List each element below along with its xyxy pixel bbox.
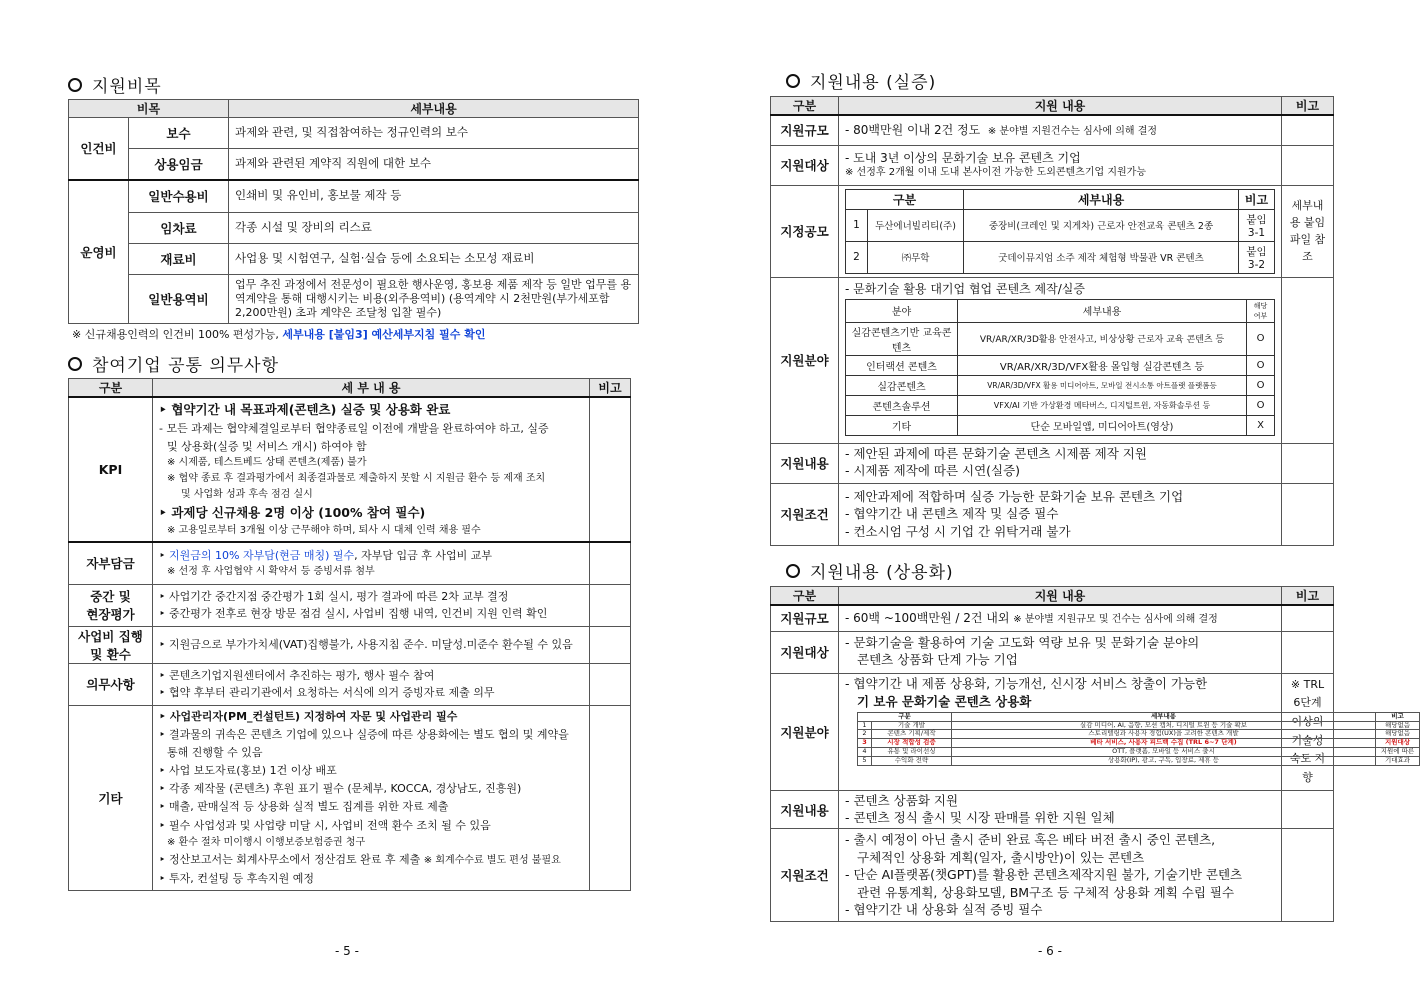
text-right-s1_field_rows-0-ok: O: [1247, 322, 1275, 355]
text-right-s2_mini_rows-1-desc: 스토리텔링과 사용자 경험(UX)을 고려한 콘텐츠 개발: [952, 730, 1376, 739]
text-right-s2_mini_rows-2-desc: 베타 서비스, 사용자 피드백 수집 (TRL 6~7 단계): [952, 739, 1376, 748]
text-right-s1_cond_label: 지원조건: [771, 483, 839, 545]
text-right-s2_mini_rows-0-type: 기술 개발: [872, 721, 952, 730]
text-right-s2_mini_rows-3-desc: OTT, 플랫폼, 모바일 등 서비스 출시: [952, 747, 1376, 756]
text-left-self-l2: ※ 선정 후 사업협약 시 확약서 등 증빙서류 첨부: [167, 566, 375, 578]
text-right-s1_field_rows-4-desc: 단순 모바일앱, 미디어아트(영상): [958, 415, 1247, 435]
text-right-s2_cond-1: 구체적인 상용화 계획(일자, 출시방안)이 있는 콘텐츠: [857, 849, 1145, 865]
text-left-duty_header-1: 세 부 내 용: [153, 379, 590, 398]
text-right-s1_contest_header-1: 세부내용: [964, 189, 1239, 209]
text-right-s2_mini_rows-3-type: 유통 및 라이선싱: [872, 747, 952, 756]
text-left-kpi-l3: 및 상용화(실증 및 서비스 개시) 하여야 함: [167, 439, 367, 453]
text-right-s2_mini_rows-4-type: 수익화 전략: [872, 756, 952, 765]
support-commercial-table: [770, 586, 1415, 922]
text-right-s1_contest_rows-0-ref: 붙임 3-1: [1239, 209, 1275, 241]
text-right-s2_mini_rows-4-ref: 기대효과: [1376, 756, 1420, 765]
text-left-budget_groups-1-items-2-name: 재료비: [129, 244, 229, 275]
text-left-mid-l2: ‣ 중간평가 전후로 현장 방문 점검 실시, 사업비 집행 내역, 인건비 지원 인력 확인: [159, 605, 583, 622]
text-left-kpi-l1: ‣ 협약기간 내 목표과제(콘텐츠) 실증 및 상용화 완료: [159, 400, 583, 420]
text-right-s1_field_rows-1-area: 인터랙션 콘텐츠: [846, 355, 958, 375]
text-right-s1_field_header-0: 분야: [846, 299, 958, 322]
text-right-s2_field_remark: ※ TRL 6단계 이상의 기술성 숙도 지향: [1282, 673, 1334, 790]
text-right-s1_field_header-2: 해당 여부: [1247, 299, 1275, 322]
text-right-s1_field_rows-0-desc: VR/AR/XR/3D활용 안전사고, 비상상황 근로자 교육 콘텐츠 등: [958, 322, 1247, 355]
text-right-s2_mini_rows-1-ref: 해당없음: [1376, 730, 1420, 739]
text-right-s1_contest_remark: 세부내용 붙임파일 참조: [1282, 185, 1334, 277]
text-right-s1_field_rows-2-ok: O: [1247, 375, 1275, 395]
text-right-s2_scale_label: 지원규모: [771, 605, 839, 631]
text-left-mid-label1: 중간 및: [90, 589, 131, 605]
text-right-s1_contest_header-0: 구분: [846, 189, 964, 209]
kpi-content: [153, 397, 590, 542]
text-left-mid-l1: ‣ 사업기간 중간지점 중간평가 1회 실시, 평가 결과에 따른 2차 교부 결정: [159, 588, 583, 605]
text-right-s2_scale_note: ※ 분야별 지원규모 및 건수는 심사에 의해 결정: [1013, 613, 1218, 625]
support-demo-table: [770, 96, 1334, 546]
field-table: [845, 299, 1275, 436]
text-left-budget_groups-1-items-0-desc: 인쇄비 및 유인비, 홍보물 제작 등: [229, 180, 639, 213]
text-right-s1_target_label: 지원대상: [771, 145, 839, 185]
text-right-s2_cond-4: - 협약기간 내 상용화 실적 증빙 필수: [845, 902, 1043, 918]
text-left-budget_groups-0-items-0-desc: 과제와 관련, 및 직접참여하는 정규인력의 보수: [229, 118, 639, 149]
contest-table: [845, 189, 1275, 274]
text-left-etc-l7: ‣ 필수 사업성과 및 사업량 미달 시, 사업비 전액 환수 조치 될 수 있음: [159, 817, 583, 835]
text-right-s2_mini_rows-3-ref: 지원에 따른: [1376, 747, 1420, 756]
text-left-kpi-label: KPI: [69, 397, 153, 542]
text-left-duty_header-2: 비고: [590, 379, 631, 398]
text-right-s1_scale_label: 지원규모: [771, 115, 839, 145]
text-right-s1_contest_rows-0-desc: 중장비(크레인 및 지게차) 근로자 안전교육 콘텐츠 2종: [964, 209, 1239, 241]
budget-note: [72, 326, 485, 342]
text-left-budget_title: 지원비목: [92, 77, 162, 97]
text-right-s1_content-1: - 시제품 제작에 따른 시연(실증): [845, 463, 1021, 478]
page-number: - 6 -: [1038, 944, 1062, 958]
text-right-s1_contest_rows-1-ref: 붙임 3-2: [1239, 241, 1275, 273]
text-left-budget_groups-1-items-3-desc: 업무 추진 과정에서 전문성이 필요한 행사운영, 홍보용 제품 제작 등 일반 업무를 용역계약을 통해 대행시키는 비용(외주용역비) (용역계약 시 2천만원(부가세포함 2,200만원) 초과 계약은 조달청 입찰 필수): [229, 275, 639, 324]
text-right-s2_field_l2: 기 보유 문화기술 콘텐츠 상용화: [857, 693, 1032, 709]
text-left-etc-l1: ‣ 사업관리자(PM_컨설턴트) 지정하여 자문 및 사업관리 필수: [159, 708, 583, 726]
text-right-s1_title: 지원내용 (실증): [810, 73, 937, 93]
text-left-oblig-l2: ‣ 협약 후부터 관리기관에서 요청하는 서식에 의거 증빙자료 제출 의무: [159, 684, 583, 701]
text-left-kpi-l2: - 모든 과제는 협약체결일로부터 협약종료일 이전에 개발을 완료하여야 하고, 실증: [159, 422, 549, 435]
text-left-budget_header-0: 비목: [69, 100, 229, 118]
text-left-oblig-l1: ‣ 콘텐츠기업지원센터에서 추진하는 평가, 행사 필수 참여: [159, 667, 583, 684]
text-left-self-l1a: 지원금의 10% 자부담(현금 매칭) 필수: [169, 549, 355, 563]
text-right-s2_header-1: 지원 내용: [839, 587, 1282, 606]
text-right-s1_contest_label: 지정공모: [771, 185, 839, 277]
text-right-s2_mini_rows-0-no: 1: [858, 721, 872, 730]
text-right-s2_header-2: 비고: [1282, 587, 1334, 606]
text-right-s2_mini_rows-0-ref: 해당없음: [1376, 721, 1420, 730]
budget-section-title: [68, 72, 162, 97]
text-left-etc-label: 기타: [69, 705, 153, 890]
text-left-self-label: 자부담금: [69, 542, 153, 584]
text-left-budget_groups-0-items-1-desc: 과제와 관련된 계약직 직원에 대한 보수: [229, 149, 639, 180]
circle-bullet-icon: [68, 357, 82, 371]
text-right-s1_field_intro: - 문화기술 활용 대기업 협업 콘텐츠 제작/실증: [845, 281, 1085, 296]
text-right-s1_field_rows-0-area: 실감콘텐츠기반 교육콘텐츠: [846, 322, 958, 355]
text-right-s1_content-0: - 제안된 과제에 따른 문화기술 콘텐츠 시제품 제작 지원: [845, 446, 1147, 462]
text-right-s2_cond_label: 지원조건: [771, 829, 839, 922]
text-right-s2_header-0: 구분: [771, 587, 839, 606]
text-right-s1_field_rows-3-ok: O: [1247, 395, 1275, 415]
text-right-s1_contest_rows-0-no: 1: [846, 209, 868, 241]
text-right-s1_field_header-1: 세부내용: [958, 299, 1247, 322]
text-left-etc-l5: ‣ 각종 제작물 (콘텐츠) 후원 표기 필수 (문체부, KOCCA, 경상남도, 진흥원): [159, 780, 583, 798]
budget-group-label: 인건비: [69, 118, 129, 180]
text-right-s1_target_note: ※ 선정후 2개월 이내 도내 본사이전 가능한 도외콘텐츠기업 지원가능: [845, 167, 1146, 179]
text-right-s1_field_rows-1-desc: VR/AR/XR/3D/VFX활용 몰입형 실감콘텐츠 등: [958, 355, 1247, 375]
text-left-oblig-label: 의무사항: [69, 663, 153, 705]
duty-section-title: [68, 351, 279, 376]
text-left-etc-l6: ‣ 매출, 판매실적 등 상용화 실적 별도 집계를 위한 자료 제출: [159, 798, 583, 816]
support-demo-title: [786, 68, 936, 93]
text-right-s2_mini_rows-1-no: 2: [858, 730, 872, 739]
page-6: [702, 0, 1415, 992]
text-left-duty_title: 참여기업 공통 의무사항: [92, 356, 280, 376]
text-right-s1_contest_rows-1-desc: 굿데이뮤지엄 소주 제작 체험형 박물관 VR 콘텐츠: [964, 241, 1239, 273]
text-left-mid-label2: 현장평가: [86, 607, 135, 623]
text-right-s1_scale: - 80백만원 이내 2건 정도: [845, 122, 981, 137]
text-right-s1_header-1: 지원 내용: [839, 97, 1282, 116]
circle-bullet-icon: [68, 78, 82, 92]
text-right-s1_contest_header-2: 비고: [1239, 189, 1275, 209]
text-left-budget_groups-1-items-0-name: 일반수용비: [129, 180, 229, 213]
text-right-s1_scale_note: ※ 분야별 지원건수는 심사에 의해 결정: [987, 125, 1158, 137]
text-right-s1_contest_rows-1-no: 2: [846, 241, 868, 273]
text-right-s1_field_rows-4-ok: X: [1247, 415, 1275, 435]
text-right-s1_cond-0: - 제안과제에 적합하며 실증 가능한 문화기술 보유 콘텐츠 기업: [845, 488, 1184, 504]
text-right-s2_cond-3: 관련 유통계획, 상용화모델, BM구조 등 구체적 상용화 계획 수립 필수: [857, 884, 1235, 900]
commercial-field-table: [857, 712, 1420, 766]
text-right-s2_mini_rows-1-type: 콘텐츠 기획/제작: [872, 730, 952, 739]
text-left-budget_groups-0-items-0-name: 보수: [129, 118, 229, 149]
text-right-s1_field_rows-2-area: 실감콘텐츠: [846, 375, 958, 395]
text-right-s1_header-2: 비고: [1282, 97, 1334, 116]
text-left-exec-label2: 및 환수: [90, 646, 131, 662]
text-right-s2_mini_rows-4-desc: 상용화(IP), 광고, 구독, 입장료, 제휴 등: [952, 756, 1376, 765]
budget-group-label: 운영비: [69, 180, 129, 324]
text-right-s2_target-1: 콘텐츠 상품화 단계 가능 기업: [857, 652, 1018, 667]
text-right-s2_mini_rows-0-desc: 실감 미디어, AI, 음향, 모션 캡처, 디지털 트윈 등 기술 확보: [952, 721, 1376, 730]
text-right-s1_field_rows-3-area: 콘텐츠솔루션: [846, 395, 958, 415]
text-left-etc-l9b: ※ 회계수수료 별도 편성 불필요: [423, 855, 561, 867]
text-left-kpi-l8: ※ 고용일로부터 3개월 이상 근무해야 하며, 퇴사 시 대체 인력 채용 필수: [167, 525, 481, 537]
text-right-s1_contest_rows-0-company: 두산에너빌리티(주): [868, 209, 964, 241]
text-right-s2_mini_header-1: 세부내용: [952, 712, 1376, 721]
text-right-s2_title: 지원내용 (상용화): [810, 563, 954, 583]
text-left-etc-l10: ‣ 투자, 컨설팅 등 후속지원 예정: [159, 870, 583, 888]
text-right-s2_mini_rows-2-ref: 지원대상: [1376, 739, 1420, 748]
text-right-s1_field_rows-2-desc: VR/AR/3D/VFX 활용 미디어아트, 모바일 전시소통 아트플랫 플랫폼등: [958, 375, 1247, 395]
text-left-etc-l4: ‣ 사업 보도자료(홍보) 1건 이상 배포: [159, 762, 583, 780]
text-left-kpi-l4: ※ 시제품, 테스트베드 상태 콘텐츠(제품) 불가: [167, 457, 367, 469]
text-right-s2_mini_header-2: 비고: [1376, 712, 1420, 721]
text-right-s1_target: - 도내 3년 이상의 문화기술 보유 콘텐츠 기업: [845, 150, 1081, 165]
text-right-s2_mini_header-0: 구분: [858, 712, 952, 721]
text-right-s2_cond-2: - 단순 AI플랫폼(챗GPT)를 활용한 콘텐츠제작지원 불가, 기술기반 콘텐츠: [845, 867, 1243, 883]
text-right-s2_content_label: 지원내용: [771, 790, 839, 829]
text-right-s1_field_rows-1-ok: O: [1247, 355, 1275, 375]
text-left-etc-l8: ※ 환수 절차 미이행시 이행보증보험증권 청구: [167, 836, 366, 848]
text-right-s1_header-0: 구분: [771, 97, 839, 116]
text-right-s1_cond-1: - 협약기간 내 콘텐츠 제작 및 실증 필수: [845, 506, 1059, 522]
text-right-s2_scale: - 60백 ~100백만원 / 2건 내외: [845, 610, 1010, 625]
text-right-s2_field_l1: - 협약기간 내 제품 상용화, 기능개선, 신시장 서비스 창출이 가능한: [845, 675, 1208, 691]
circle-bullet-icon: [786, 564, 800, 578]
text-left-budget_groups-1-items-2-desc: 사업용 및 시험연구, 실험·실습 등에 소요되는 소모성 재료비: [229, 244, 639, 275]
text-left-budget_header-1: 세부내용: [229, 100, 639, 118]
text-left-budget_groups-0-items-1-name: 상용임금: [129, 149, 229, 180]
circle-bullet-icon: [786, 74, 800, 88]
budget-table: [68, 99, 639, 324]
text-right-s1_field_rows-4-area: 기타: [846, 415, 958, 435]
text-right-s1_contest_rows-1-company: ㈜무학: [868, 241, 964, 273]
text-right-s1_field_rows-3-desc: VFX/AI 기반 가상환경 메타버스, 디지털트윈, 자동화솔루션 등: [958, 395, 1247, 415]
text-right-s2_mini_rows-3-no: 4: [858, 747, 872, 756]
page-number: - 5 -: [335, 944, 359, 958]
text-left-budget_note_highlight: 세부내용 [붙임3] 예산세부지침 필수 확인: [282, 328, 486, 341]
text-right-s1_field_label: 지원분야: [771, 277, 839, 443]
text-left-exec-label1: 사업비 집행: [78, 628, 143, 644]
text-left-duty_header-0: 구분: [69, 379, 153, 398]
text-left-kpi-l7: ‣ 과제당 신규채용 2명 이상 (100% 참여 필수): [159, 503, 583, 523]
text-right-s2_mini_rows-2-type: 시장 적합성 검증: [872, 739, 952, 748]
text-left-etc-l9: 정산보고서는 회계사무소에서 정산검토 완료 후 제출: [169, 853, 421, 867]
page-5: [0, 0, 701, 992]
text-left-budget_groups-1-items-3-name: 일반용역비: [129, 275, 229, 324]
text-right-s2_content-1: - 콘텐츠 정식 출시 및 시장 판매를 위한 지원 일체: [845, 809, 1115, 825]
text-left-exec-l1: ‣ 지원금으로 부가가치세(VAT)집행불가, 사용지침 준수. 미달성.미준수 환수될 수 있음: [153, 626, 590, 663]
text-right-s2_field_label: 지원분야: [771, 673, 839, 790]
support-commercial-title: [786, 558, 954, 583]
text-left-kpi-l6: 및 사업화 성과 후속 점검 실시: [181, 489, 313, 501]
text-right-s1_content_label: 지원내용: [771, 443, 839, 483]
duty-table: [68, 378, 631, 891]
text-left-budget_groups-1-items-1-desc: 각종 시설 및 장비의 리스료: [229, 213, 639, 244]
text-left-budget_note_prefix: ※ 신규채용인력의 인건비 100% 편성가능,: [72, 328, 283, 341]
text-left-etc-l2: ‣ 결과물의 귀속은 콘텐츠 기업에 있으나 실증에 따른 상용화에는 별도 협의 및 계약을: [159, 726, 583, 744]
text-right-s2_target_label: 지원대상: [771, 631, 839, 673]
text-right-s2_mini_rows-4-no: 5: [858, 756, 872, 765]
text-left-etc-l3: 통해 진행할 수 있음: [167, 745, 263, 759]
text-right-s2_cond-0: - 출시 예정이 아닌 출시 준비 완료 혹은 베타 버전 출시 중인 콘텐츠,: [845, 832, 1216, 848]
text-left-self-l1b: , 자부담 입금 후 사업비 교부: [354, 549, 493, 563]
text-right-s1_cond-2: - 컨소시엄 구성 시 기업 간 위탁거래 불가: [845, 523, 1071, 539]
text-right-s2_target-0: - 문화기술을 활용하여 기술 고도화 역량 보유 및 문화기술 분야의: [845, 635, 1200, 651]
text-right-s2_content-0: - 콘텐츠 상품화 지원: [845, 792, 959, 808]
text-right-s2_mini_rows-2-no: 3: [858, 739, 872, 748]
text-left-kpi-l5: ※ 협약 종료 후 결과평가에서 최종결과물로 제출하지 못할 시 지원금 환수 등 제재 조치: [167, 473, 546, 485]
text-left-budget_groups-1-items-1-name: 임차료: [129, 213, 229, 244]
